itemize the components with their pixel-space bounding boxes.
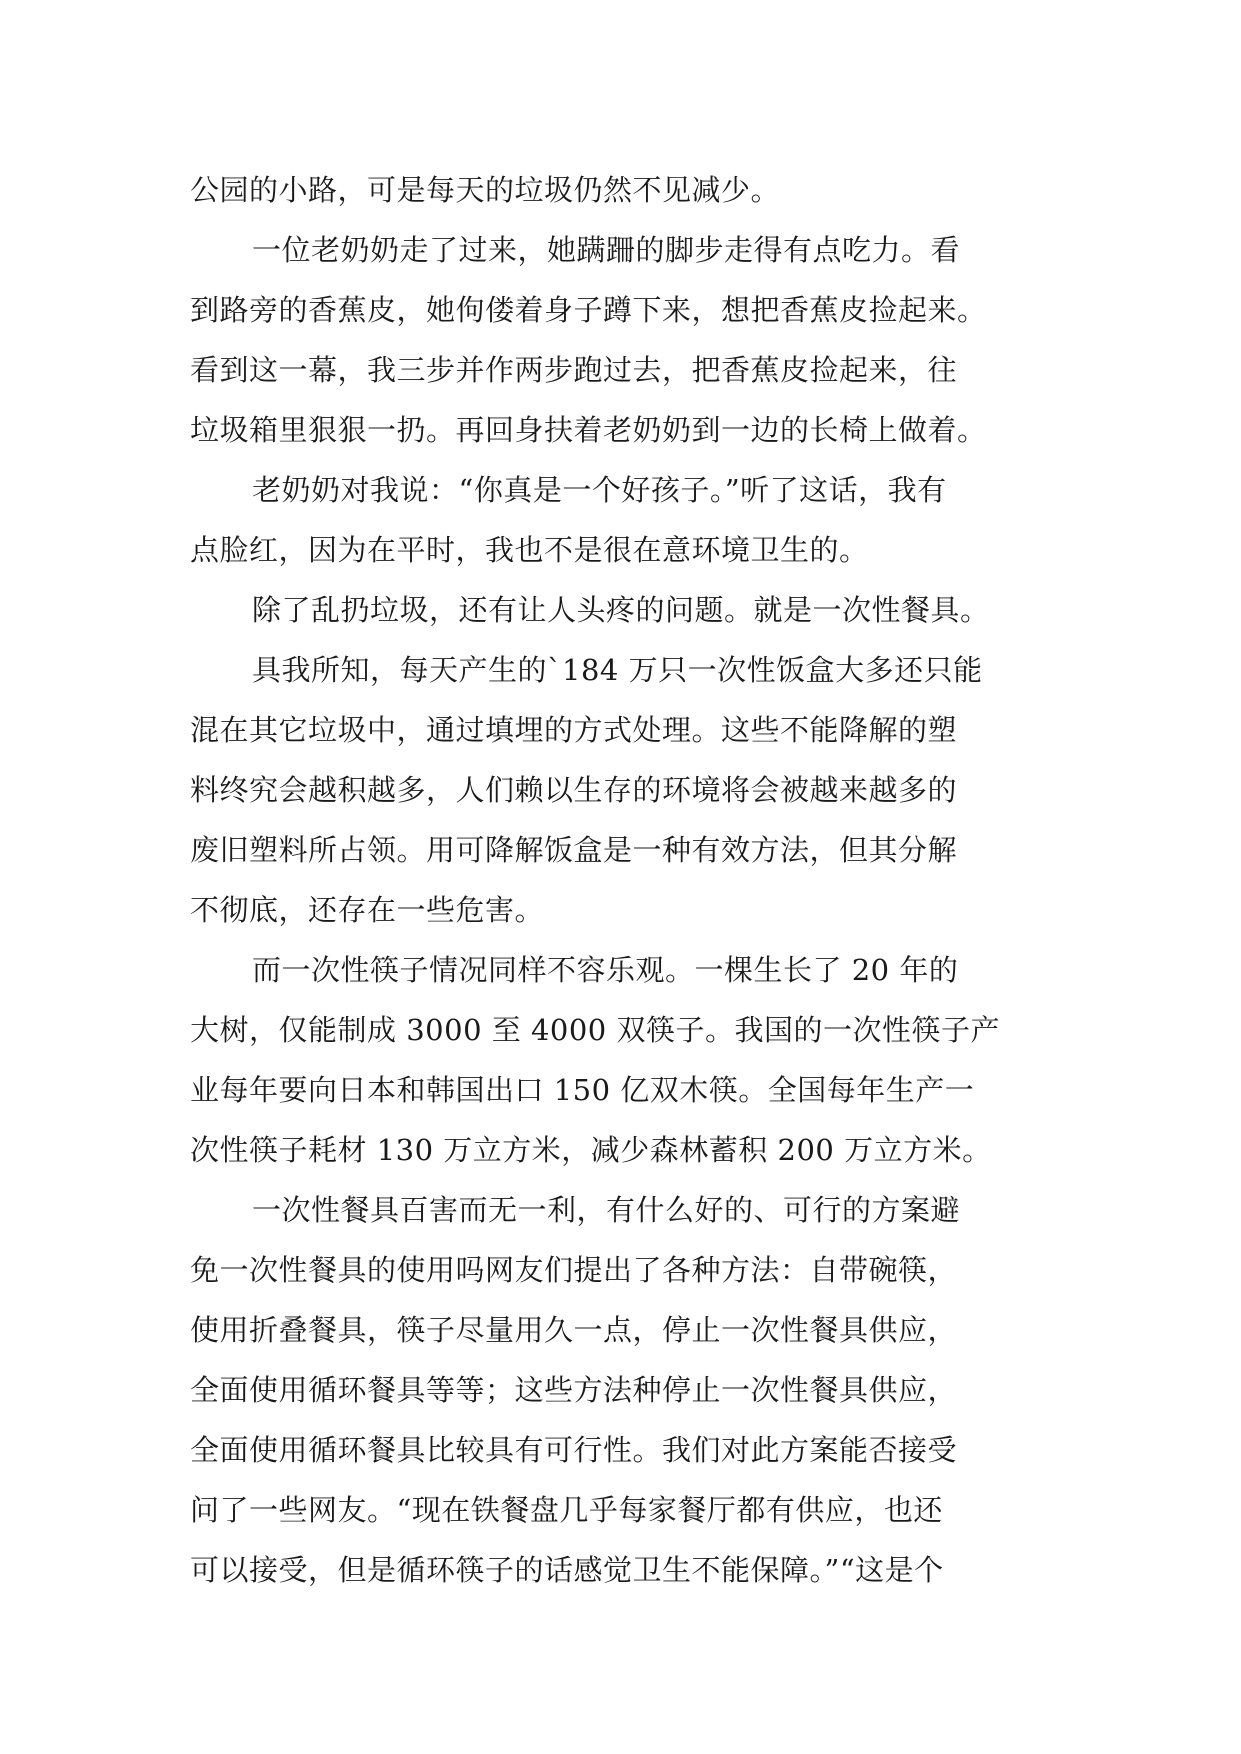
text-line: 大树，仅能制成 3000 至 4000 双筷子。我国的一次性筷子产 [190, 1013, 1000, 1047]
text-line: 点脸红，因为在平时，我也不是很在意环境卫生的。 [190, 533, 869, 567]
text-line: 一次性餐具百害而无一利，有什么好的、可行的方案避 [252, 1193, 961, 1227]
text-line: 全面使用循环餐具比较具有可行性。我们对此方案能否接受 [190, 1433, 958, 1467]
text-line: 一位老奶奶走了过来，她蹒跚的脚步走得有点吃力。看 [252, 233, 961, 267]
text-line: 可以接受，但是循环筷子的话感觉卫生不能保障。”“这是个 [190, 1553, 944, 1587]
text-line: 除了乱扔垃圾，还有让人头疼的问题。就是一次性餐具。 [252, 593, 990, 627]
text-line: 业每年要向日本和韩国出口 150 亿双木筷。全国每年生产一 [190, 1073, 975, 1107]
text-line: 废旧塑料所占领。用可降解饭盒是一种有效方法，但其分解 [190, 833, 958, 867]
text-line: 次性筷子耗材 130 万立方米，减少森林蓄积 200 万立方米。 [190, 1133, 992, 1167]
text-line: 免一次性餐具的使用吗网友们提出了各种方法：自带碗筷， [190, 1253, 958, 1287]
text-line: 老奶奶对我说：“你真是一个好孩子。”听了这话，我有 [252, 473, 947, 507]
text-line: 全面使用循环餐具等等；这些方法种停止一次性餐具供应， [190, 1373, 958, 1407]
text-line: 看到这一幕，我三步并作两步跑过去，把香蕉皮捡起来，往 [190, 353, 958, 387]
text-line: 而一次性筷子情况同样不容乐观。一棵生长了 20 年的 [252, 953, 959, 987]
text-line: 公园的小路，可是每天的垃圾仍然不见减少。 [190, 173, 781, 207]
text-line: 不彻底，还存在一些危害。 [190, 893, 545, 927]
text-line: 使用折叠餐具，筷子尽量用久一点，停止一次性餐具供应， [190, 1313, 958, 1347]
text-line: 垃圾箱里狠狠一扔。再回身扶着老奶奶到一边的长椅上做着。 [190, 413, 987, 447]
text-line: 到路旁的香蕉皮，她佝偻着身子蹲下来，想把香蕉皮捡起来。 [190, 293, 987, 327]
text-line: 混在其它垃圾中，通过填埋的方式处理。这些不能降解的塑 [190, 713, 958, 747]
text-line: 具我所知，每天产生的`184 万只一次性饭盒大多还只能 [252, 653, 983, 687]
text-line: 问了一些网友。“现在铁餐盘几乎每家餐厅都有供应，也还 [190, 1493, 943, 1527]
document-body [190, 160, 1065, 1600]
text-line: 料终究会越积越多，人们赖以生存的环境将会被越来越多的 [190, 773, 958, 807]
